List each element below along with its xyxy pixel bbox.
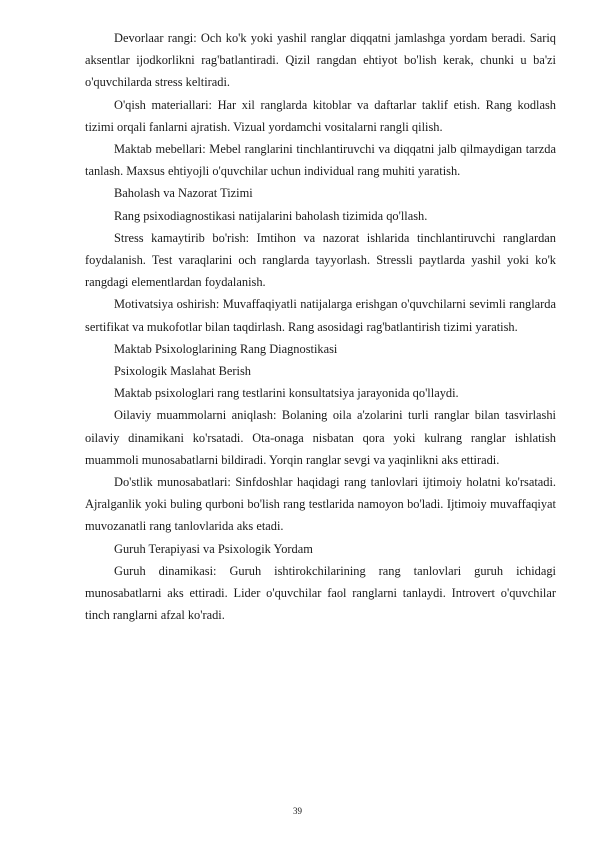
section-heading-assessment: Baholash va Nazorat Tizimi — [114, 186, 253, 201]
paragraph-counseling-intro: Maktab psixologlari rang testlarini konsultatsiya jarayonida qo'llaydi. — [114, 386, 459, 401]
paragraph-school-furniture: Maktab mebellari: Mebel ranglarini tinchlantiruvchi va diqqatni jalb qilmaydigan tarzda tanlash. Maxsus ehtiyojli o'quvchilar uchun individual rang muhiti yaratish. — [85, 142, 556, 179]
paragraph-assessment-intro: Rang psixodiagnostikasi natijalarini baholash tizimida qo'llash. — [114, 208, 428, 223]
paragraph-friendship: Do'stlik munosabatlari: Sinfdoshlar haqidagi rang tanlovlari ijtimoiy holatni ko'rsatadi. Ajralganlik yoki buling qurboni bo'lish rang testlarida namoyon bo'ladi. Ijtimoiy muvaffaqiyat muvozanatli rang tanlovlarida aks etadi. — [85, 475, 556, 534]
paragraph-group-dynamics: Guruh dinamikasi: Guruh ishtirokchilarining rang tanlovlari guruh ichidagi munosabatlarni aks ettiradi. Lider o'quvchilar faol ranglarni tanlaydi. Introvert o'quvchilar tinch ranglarni afzal ko'radi. — [85, 563, 556, 623]
paragraph-stress-reduction: Stress kamaytirib bo'rish: Imtihon va nazorat ishlarida tinchlantiruvchi ranglardan foydalanish. Test varaqlarini och ranglarda tayyorlash. Stressli paytlarda yashil yoki ko'k rangdagi elementlardan foydalanish. — [85, 230, 556, 290]
page-body — [85, 27, 556, 626]
paragraph-wall-colors: Devorlaar rangi: Och ko'k yoki yashil ranglar diqqatni jamlashga yordam beradi. Sariq aksentlar ijodkorlikni rag'batlantiradi. Qizil rangdan ehtiyot bo'lish kerak, chunki u ba'zi o'quvchilarda stress keltiradi. — [85, 31, 556, 90]
subsection-heading-counseling: Psixologik Maslahat Berish — [114, 364, 251, 379]
page-number: 39 — [293, 806, 302, 816]
paragraph-reading-materials: O'qish materiallari: Har xil ranglarda kitoblar va daftarlar taklif etish. Rang kodlash tizimi orqali fanlarni ajratish. Vizual yordamchi vositalarni rangli qilish. — [85, 97, 556, 134]
subsection-heading-group-therapy: Guruh Terapiyasi va Psixologik Yordam — [114, 541, 313, 556]
paragraph-motivation: Motivatsiya oshirish: Muvaffaqiyatli natijalarga erishgan o'quvchilarni sevimli ranglarda sertifikat va mukofotlar bilan taqdirlash. Rang asosidagi rag'batlantirish tizimi yaratish. — [85, 297, 556, 334]
paragraph-family-problems: Oilaviy muammolarni aniqlash: Bolaning oila a'zolarini turli ranglar bilan tasvirlashi oilaviy dinamikani ko'rsatadi. Ota-onaga nisbatan qora yoki kulrang ranglar ishlatish muammoli munosabatlarni bildiradi. Yorqin ranglar sevgi va yaqinlikni aks ettiradi. — [85, 408, 556, 467]
section-heading-psychologists: Maktab Psixologlarining Rang Diagnostikasi — [114, 341, 338, 356]
